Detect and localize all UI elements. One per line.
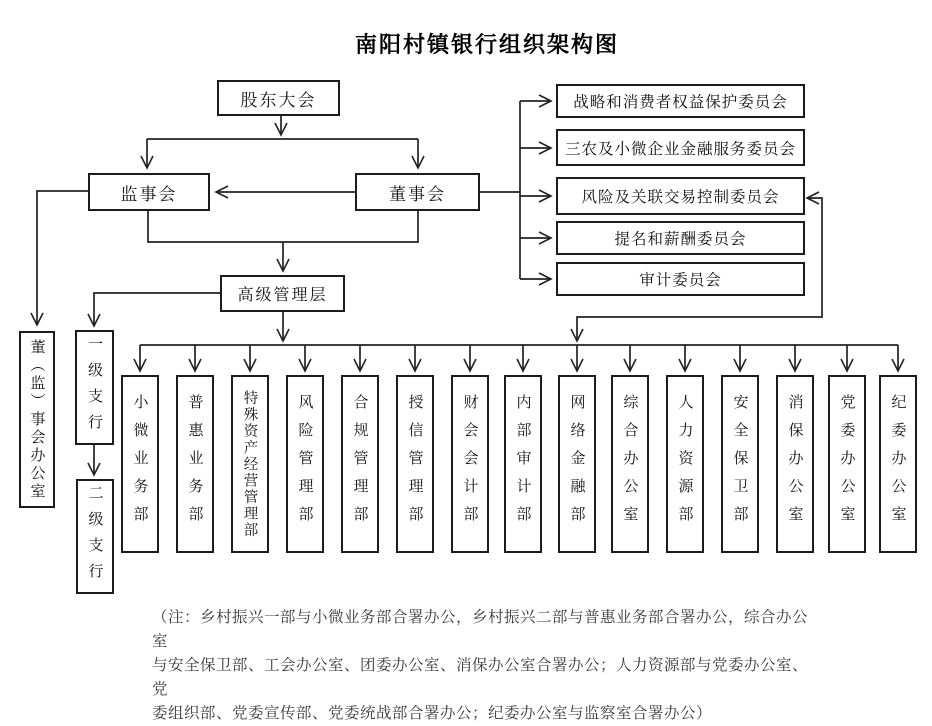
node-branch-level2: 二级支行: [76, 479, 114, 594]
page-title: 南阳村镇银行组织架构图: [354, 32, 619, 57]
node-board-office: 董（监）事会办公室: [19, 331, 55, 508]
footnote-line: 委组织部、党委宣传部、党委统战部合署办公；纪委办公室与监察室合署办公）: [152, 705, 713, 722]
dept-security: 安全保卫部: [721, 375, 759, 553]
dept-compliance-management: 合规管理部: [341, 375, 379, 553]
edge-senior-to-branch1: [94, 293, 220, 326]
node-supervisors: 监事会: [88, 173, 210, 211]
dept-special-assets: 特殊资产经营管理部: [231, 375, 269, 553]
dept-internal-audit: 内部审计部: [504, 375, 542, 553]
node-branch-level1: 一级支行: [75, 330, 114, 445]
dept-finance-accounting: 财会会计部: [451, 375, 489, 553]
dept-human-resources: 人力资源部: [666, 375, 704, 553]
committee-agriculture-small-business: 三农及小微企业金融服务委员会: [556, 129, 805, 166]
committee-nomination-compensation: 提名和薪酬委员会: [556, 221, 805, 255]
dept-general-office: 综合办公室: [611, 375, 649, 553]
footnote: [152, 606, 812, 726]
footnote-line: 与安全保卫部、工会办公室、团委办公室、消保办公室合署办公；人力资源部与党委办公室、党: [152, 657, 809, 698]
dept-discipline-committee-office: 纪委办公室: [879, 375, 917, 553]
committee-strategy-consumer-protection: 战略和消费者权益保护委员会: [556, 84, 805, 118]
dept-online-finance: 网络金融部: [558, 375, 596, 553]
node-directors: 董事会: [355, 173, 480, 211]
node-shareholders: 股东大会: [217, 80, 340, 116]
footnote-line: （注：乡村振兴一部与小微业务部合署办公，乡村振兴二部与普惠业务部合署办公，综合办公室: [152, 609, 809, 650]
dept-small-micro-business: 小微业务部: [121, 375, 159, 553]
committee-risk-related-transactions: 风险及关联交易控制委员会: [556, 177, 805, 215]
dept-risk-management: 风险管理部: [286, 375, 324, 553]
committee-audit: 审计委员会: [556, 262, 805, 296]
dept-credit-management: 授信管理部: [396, 375, 434, 553]
edge-merge-bar: [148, 211, 418, 242]
edge-supervisors-to-board-office: [37, 191, 88, 325]
dept-consumer-protection-office: 消保办公室: [776, 375, 814, 553]
dept-party-committee-office: 党委办公室: [828, 375, 866, 553]
dept-inclusive-business: 普惠业务部: [176, 375, 214, 553]
node-senior-management: 高级管理层: [220, 275, 345, 312]
